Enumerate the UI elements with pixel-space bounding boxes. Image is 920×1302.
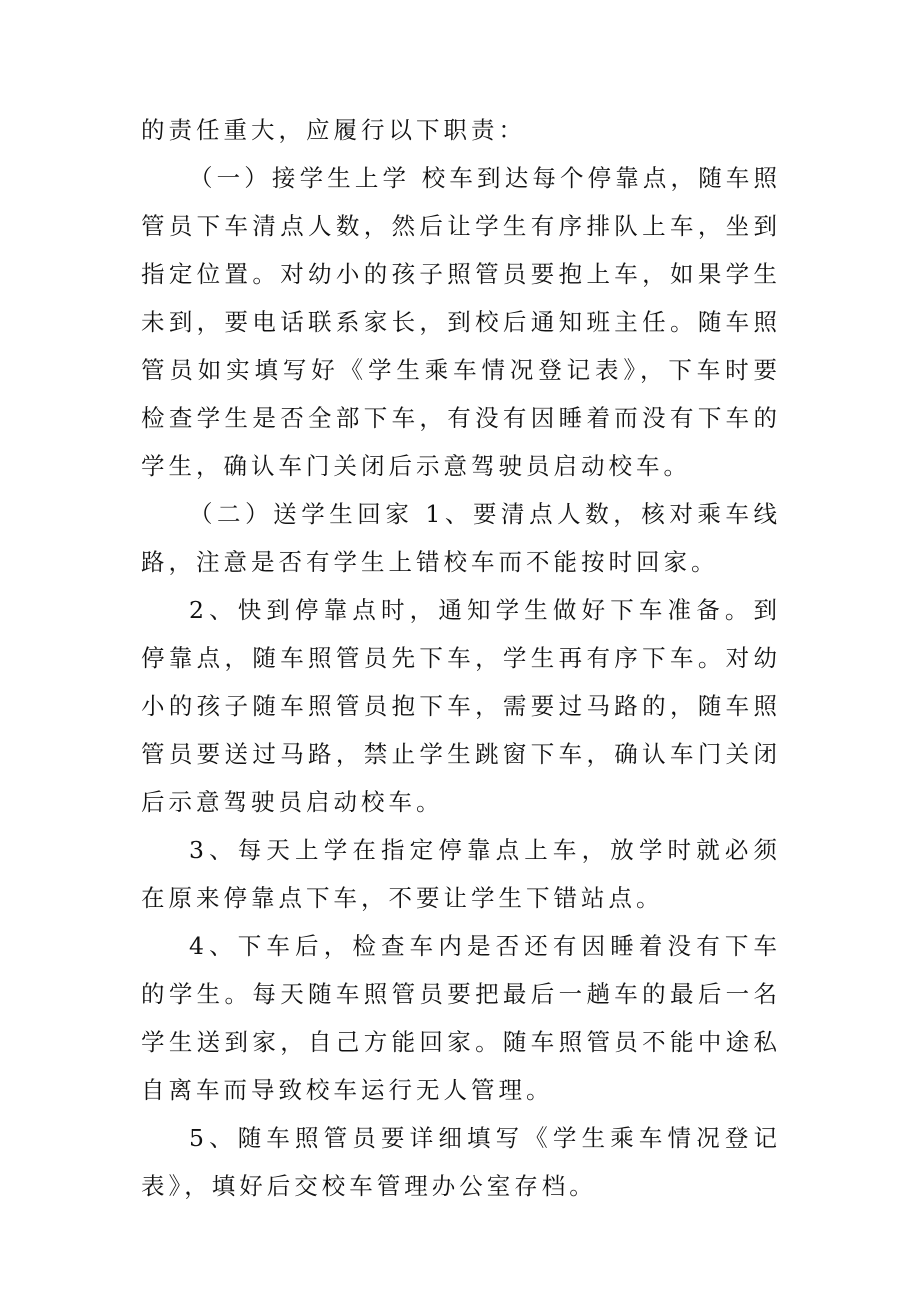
paragraph-dropoff-item-2: 2、快到停靠点时，通知学生做好下车准备。到停靠点，随车照管员先下车，学生再有序下车。对幼小的孩子随车照管员抱下车，需要过马路的，随车照管员要送过马路，禁止学生跳窗下车，确认车门关闭后示意驾驶员启动校车。	[141, 596, 781, 816]
paragraph-dropoff-item-1: （二）送学生回家 1、要清点人数，核对乘车线路，注意是否有学生上错校车而不能按时回家。	[141, 500, 781, 576]
paragraph-pickup-duties: （一）接学生上学 校车到达每个停靠点，随车照管员下车清点人数，然后让学生有序排队上车，坐到指定位置。对幼小的孩子照管员要抱上车，如果学生未到，要电话联系家长，到校后通知班主任。随车照管员如实填写好《学生乘车情况登记表》，下车时要检查学生是否全部下车，有没有因睡着而没有下车的学生，确认车门关闭后示意驾驶员启动校车。	[141, 164, 781, 480]
paragraph-intro: 的责任重大，应履行以下职责：	[141, 116, 526, 144]
document-body	[141, 106, 781, 1210]
paragraph-dropoff-item-3: 3、每天上学在指定停靠点上车，放学时就必须在原来停靠点下车，不要让学生下错站点。	[141, 836, 781, 912]
paragraph-dropoff-item-4: 4、下车后，检查车内是否还有因睡着没有下车的学生。每天随车照管员要把最后一趟车的最后一名学生送到家，自己方能回家。随车照管员不能中途私自离车而导致校车运行无人管理。	[141, 932, 781, 1104]
paragraph-dropoff-item-5: 5、随车照管员要详细填写《学生乘车情况登记表》，填好后交校车管理办公室存档。	[141, 1124, 781, 1200]
